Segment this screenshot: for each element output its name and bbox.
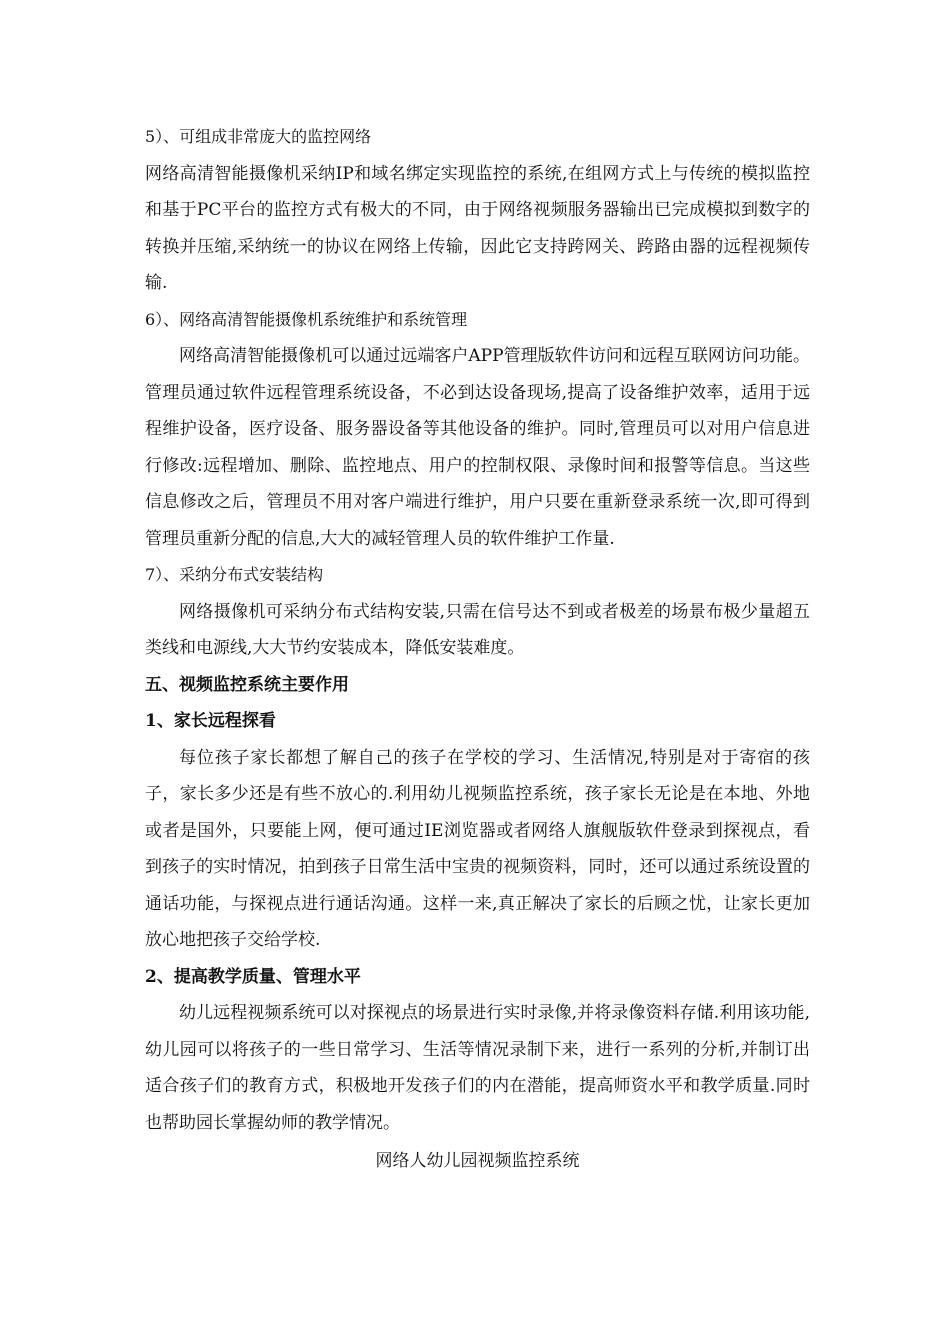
subsection-heading: 2、提高教学质量、管理水平 xyxy=(145,966,361,987)
body-paragraph: 每位孩子家长都想了解自己的孩子在学校的学习、生活情况,特别是对于寄宿的孩子，家长多少还是有些不放心的.利用幼儿视频监控系统，孩子家长无论是在本地、外地或者是国外，只要能上网，便可通过IE浏览器或者网络人旗舰版软件登录到探视点，看到孩子的实时情况，拍到孩子日常生活中宝贵的视频资料，同时，还可以通过系统设置的通话功能，与探视点进行通话沟通。这样一来,真正解决了家长的后顾之忧，让家长更加放心地把孩子交给学校. xyxy=(145,747,810,950)
subsection-heading: 1、家长远程探看 xyxy=(145,711,276,731)
body-paragraph: 网络高清智能摄像机可以通过远端客户APP管理版软件访问和远程互联网访问功能。管理员通过软件远程管理系统设备，不必到达设备现场,提高了设备维护效率，适用于远程维护设备，医疗设备、服务器设备等其他设备的维护。同时,管理员可以对用户信息进行修改:远程增加、删除、监控地点、用户的控制权限、录像时间和报警等信息。当这些信息修改之后，管理员不用对客户端进行维护，用户只要在重新登录系统一次,即可得到管理员重新分配的信息,大大的减轻管理人员的软件维护工作量. xyxy=(145,346,810,549)
body-paragraph: 网络高清智能摄像机采纳IP和域名绑定实现监控的系统,在组网方式上与传统的模拟监控和基于PC平台的监控方式有极大的不同，由于网络视频服务器输出已完成模拟到数字的转换并压缩,采纳统一的协议在网络上传输，因此它支持跨网关、跨路由器的远程视频传输. xyxy=(145,163,810,293)
figure-caption: 网络人幼儿园视频监控系统 xyxy=(375,1151,580,1171)
list-item-heading: 6）、网络高清智能摄像机系统维护和系统管理 xyxy=(145,309,468,329)
section-heading: 五、视频监控系统主要作用 xyxy=(145,674,349,695)
list-item-heading: 7）、采纳分布式安装结构 xyxy=(145,565,324,584)
document-body xyxy=(145,119,810,1180)
list-item-heading: 5）、可组成非常庞大的监控网络 xyxy=(145,127,372,146)
body-paragraph: 幼儿远程视频系统可以对探视点的场景进行实时录像,并将录像资料存储.利用该功能,幼儿园可以将孩子的一些日常学习、生活等情况录制下来，进行一系列的分析,并制订出适合孩子们的教育方式，积极地开发孩子们的内在潜能，提高师资水平和教学质量.同时也帮助园长掌握幼师的教学情况。 xyxy=(145,1003,810,1133)
body-paragraph: 网络摄像机可采纳分布式结构安装,只需在信号达不到或者极差的场景布极少量超五类线和电源线,大大节约安装成本，降低安装难度。 xyxy=(145,601,810,658)
